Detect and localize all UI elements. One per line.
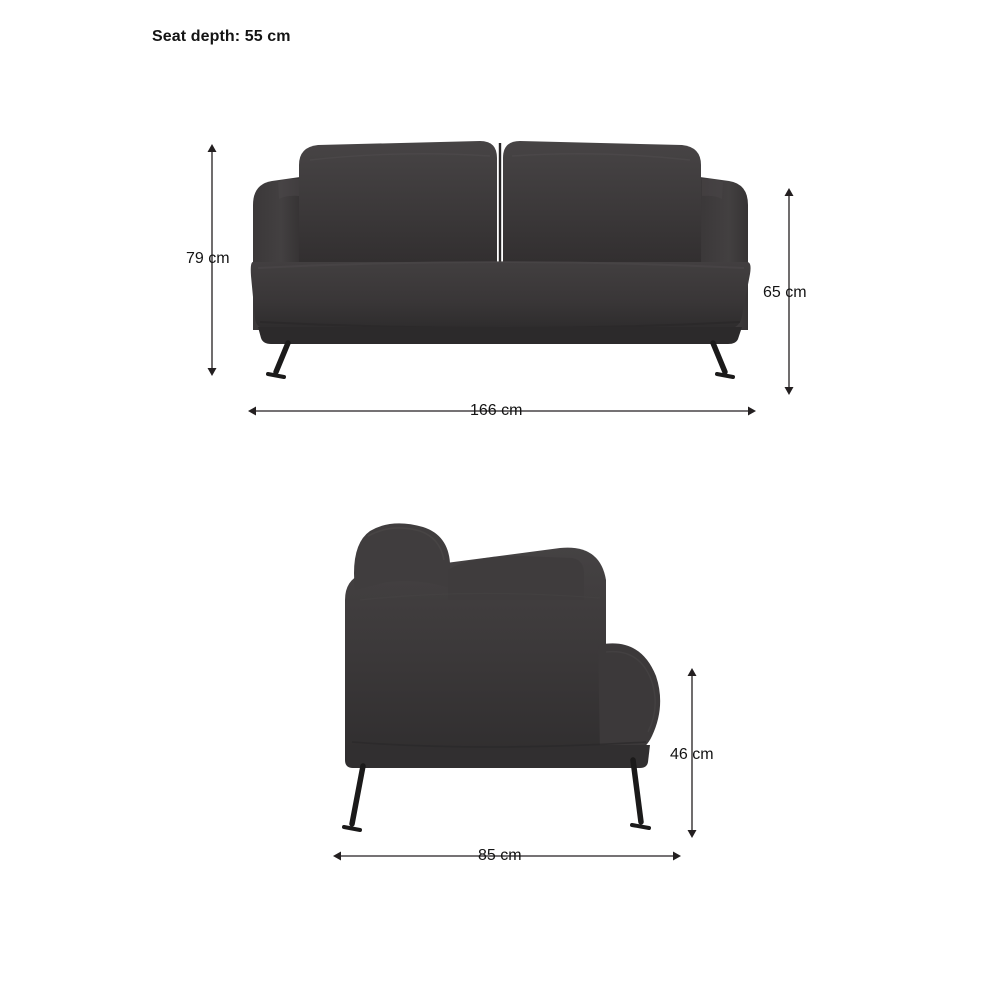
leg-front-right <box>713 343 725 372</box>
dimension-label-overall-depth: 85 cm <box>478 847 522 864</box>
dimension-label-arm-height: 46 cm <box>670 746 714 763</box>
leg-side-left <box>352 766 363 824</box>
leg-front-left <box>276 343 288 372</box>
front-view-sofa <box>251 141 751 377</box>
leg-side-right <box>633 760 641 822</box>
dimension-label-overall-width: 166 cm <box>470 402 523 419</box>
dimension-label-overall-height: 79 cm <box>186 250 230 267</box>
seat-depth-label: Seat depth: 55 cm <box>152 28 291 45</box>
side-view-sofa <box>344 523 660 830</box>
dimension-label-back-height: 65 cm <box>763 284 807 301</box>
